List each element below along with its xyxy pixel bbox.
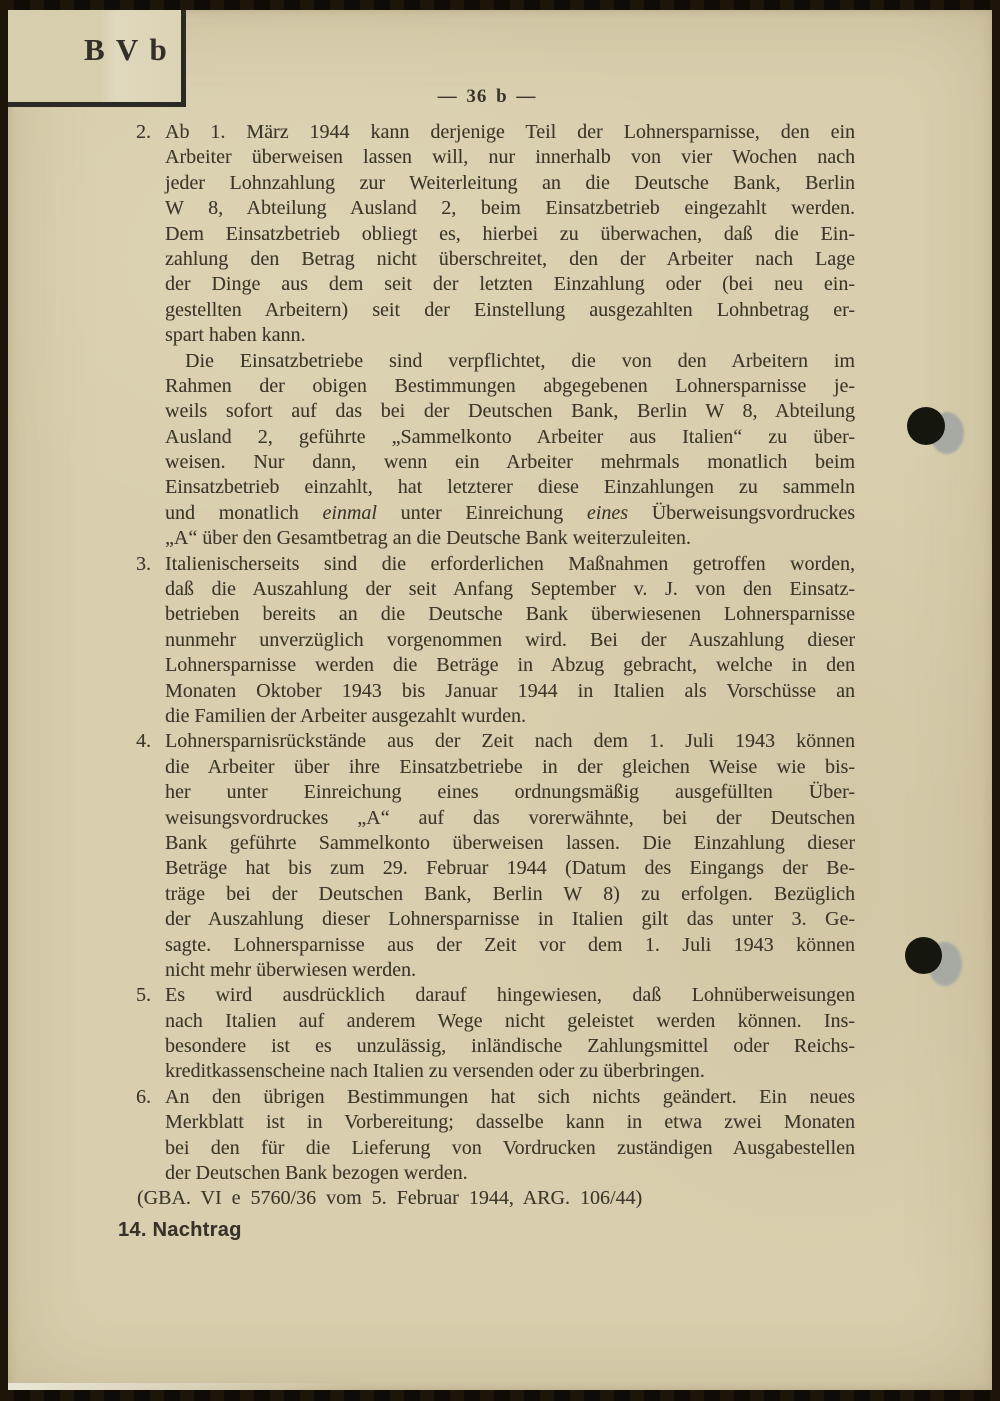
text-line: Einsatzbetrieb einzahlt, hat letzterer diese Einzahlungen zu sammeln (165, 476, 855, 499)
text-line: Die Einsatzbetriebe sind verpflichtet, die von den Arbeitern im (185, 349, 855, 372)
text-line: und monatlich einmal unter Einreichung eines Überweisungsvordruckes (165, 501, 856, 524)
text-line: Lohnersparnisse werden die Beträge in Abzug gebracht, welche in den (165, 654, 855, 677)
text-line: Italienischerseits sind die erforderlichen Maßnahmen getroffen worden, (165, 552, 855, 575)
text-line: die Familien der Arbeiter ausgezahlt wurden. (165, 704, 526, 727)
text-line: her unter Einreichung eines ordnungsmäßig ausgefüllten Über- (165, 781, 855, 804)
document-body (118, 120, 856, 1242)
text-line: Merkblatt ist in Vorbereitung; dasselbe kann in etwa zwei Monaten (165, 1111, 855, 1134)
text-line: kreditkassenscheine nach Italien zu versenden oder zu überbringen. (165, 1060, 705, 1083)
text-line: sagte. Lohnersparnisse aus der Zeit vor dem 1. Juli 1943 können (165, 933, 855, 956)
paragraph (136, 1085, 855, 1187)
text-line: bei den für die Lieferung von Vordrucken zuständigen Ausgabestellen (165, 1136, 855, 1159)
text-line: nunmehr unverzüglich vorgenommen wird. Bei der Auszahlung dieser (165, 628, 855, 651)
paragraph-number: 4. (136, 730, 151, 753)
section-label: B V b (84, 32, 169, 67)
text-line: Monaten Oktober 1943 bis Januar 1944 in Italien als Vorschüsse an (165, 679, 855, 702)
paragraph-number: 6. (136, 1085, 151, 1108)
document-page (8, 10, 992, 1390)
text-line: „A“ über den Gesamtbetrag an die Deutsche Bank weiterzuleiten. (165, 527, 691, 550)
text-line: träge bei der Deutschen Bank, Berlin W 8) zu erfolgen. Bezüglich (165, 882, 855, 905)
text-line: Es wird ausdrücklich darauf hingewiesen, daß Lohnüberweisungen (165, 984, 855, 1007)
paper-edge-highlight (8, 1383, 363, 1390)
text-line: Ausland 2, geführte „Sammelkonto Arbeiter aus Italien“ zu über- (165, 425, 855, 448)
text-line: betrieben bereits an die Deutsche Bank überwiesenen Lohnersparnisse (165, 603, 855, 626)
text-line: Dem Einsatzbetrieb obliegt es, hierbei zu überwachen, daß die Ein- (165, 222, 855, 245)
paragraph (136, 552, 855, 730)
paragraph (136, 729, 855, 983)
paragraph-number: 5. (136, 984, 151, 1007)
text-line: nach Italien auf anderem Wege nicht geleistet werden können. Ins- (165, 1009, 855, 1032)
text-line: weisen. Nur dann, wenn ein Arbeiter mehrmals monatlich beim (165, 451, 855, 474)
text-line: W 8, Abteilung Ausland 2, beim Einsatzbetrieb eingezahlt werden. (165, 197, 855, 220)
text-line: nicht mehr überwiesen werden. (165, 958, 417, 981)
paragraph (136, 983, 855, 1085)
text-line: Rahmen der obigen Bestimmungen abgegebenen Lohnersparnisse je- (165, 374, 855, 397)
text-line: gestellten Arbeitern) seit der Einstellung ausgezahlten Lohnbetrag er- (165, 298, 855, 321)
footer-label: 14. Nachtrag (118, 1218, 242, 1241)
text-line: Beträge hat bis zum 29. Februar 1944 (Datum des Eingangs der Be- (165, 857, 855, 880)
citation: (GBA. VI e 5760/36 vom 5. Februar 1944, ARG. 106/44) (137, 1187, 643, 1210)
text-line: der Dinge aus dem seit der letzten Einzahlung oder (bei neu ein- (165, 273, 855, 296)
paragraph-number: 3. (136, 552, 151, 575)
text-line: weisungsvordruckes „A“ auf das vorerwähnte, bei der Deutschen (165, 806, 855, 829)
text-line: Lohnersparnisrückstände aus der Zeit nach dem 1. Juli 1943 können (165, 730, 855, 753)
text-line: Ab 1. März 1944 kann derjenige Teil der Lohnersparnisse, den ein (165, 121, 855, 143)
hole-punch-top (907, 407, 945, 445)
paragraph (136, 120, 855, 349)
text-line: jeder Lohnzahlung zur Weiterleitung an die Deutsche Bank, Berlin (165, 171, 855, 194)
paragraph (165, 349, 855, 552)
text-line: die Arbeiter über ihre Einsatzbetriebe in der gleichen Weise wie bis- (165, 755, 855, 778)
text-line: spart haben kann. (165, 324, 306, 347)
text-line: Bank geführte Sammelkonto überweisen lassen. Die Einzahlung dieser (165, 831, 855, 854)
page-number: — 36 b — (437, 86, 537, 107)
text-line: besondere ist es unzulässig, inländische Zahlungsmittel oder Reichs- (165, 1035, 855, 1058)
section-label-box (8, 10, 186, 107)
paragraph-number: 2. (136, 121, 151, 143)
hole-punch-bottom (905, 937, 942, 974)
text-line: An den übrigen Bestimmungen hat sich nichts geändert. Ein neues (165, 1085, 855, 1108)
text-line: Arbeiter überweisen lassen will, nur innerhalb von vier Wochen nach (165, 146, 855, 169)
text-line: der Auszahlung dieser Lohnersparnisse in Italien gilt das unter 3. Ge- (165, 908, 855, 931)
text-line: der Deutschen Bank bezogen werden. (165, 1162, 468, 1185)
text-line: weils sofort auf das bei der Deutschen Bank, Berlin W 8, Abteilung (165, 400, 855, 423)
text-line: zahlung den Betrag nicht überschreitet, den der Arbeiter nach Lage (165, 247, 855, 270)
text-line: daß die Auszahlung der seit Anfang September v. J. von den Einsatz- (165, 578, 855, 601)
